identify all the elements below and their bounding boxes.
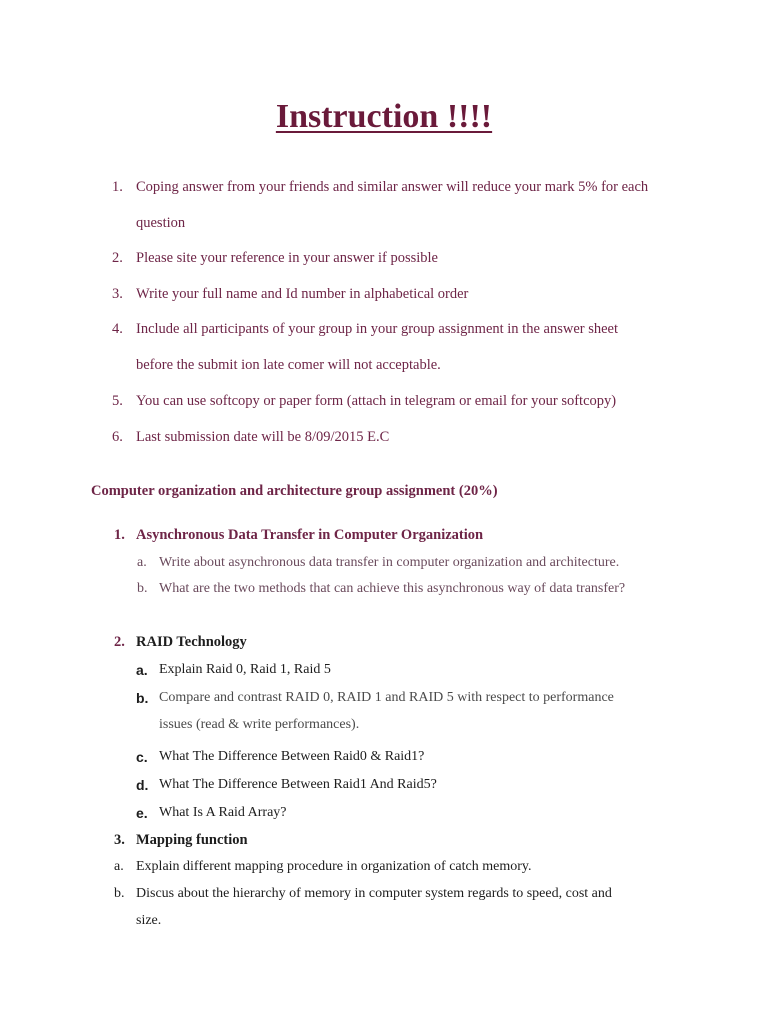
question-title: Mapping function bbox=[136, 832, 248, 848]
item-text: Last submission date will be 8/09/2015 E.C bbox=[136, 429, 390, 445]
item-number: 1. bbox=[112, 179, 123, 195]
item-text: You can use softcopy or paper form (attach in telegram or email for your softcopy) bbox=[136, 393, 617, 409]
question-number: 3. bbox=[114, 832, 125, 848]
subitem-letter: b. bbox=[137, 581, 148, 596]
subitem-text: Discus about the hierarchy of memory in computer system regards to speed, cost and bbox=[136, 886, 612, 901]
subitem-letter: a. bbox=[114, 859, 124, 874]
subitem-letter: d. bbox=[136, 777, 149, 793]
subitem-letter: c. bbox=[136, 749, 148, 765]
item-number: 5. bbox=[112, 393, 123, 409]
item-text: Include all participants of your group in your group assignment in the answer sheet bbox=[136, 321, 619, 337]
subitem-letter: b. bbox=[114, 886, 125, 901]
question-number: 2. bbox=[114, 634, 125, 650]
subitem-text-continued: size. bbox=[136, 913, 162, 928]
question-title: Asynchronous Data Transfer in Computer Organization bbox=[136, 527, 484, 543]
subitem-text: What Is A Raid Array? bbox=[159, 805, 287, 820]
subitem-letter: b. bbox=[136, 690, 149, 706]
page-title: Instruction !!!! bbox=[275, 98, 493, 135]
item-number: 2. bbox=[112, 250, 123, 266]
subitem-text: Write about asynchronous data transfer in computer organization and architecture. bbox=[159, 555, 620, 570]
question-number: 1. bbox=[114, 527, 125, 543]
item-number: 4. bbox=[112, 321, 123, 337]
item-text-continued: before the submit ion late comer will not acceptable. bbox=[136, 357, 441, 373]
subitem-text: What The Difference Between Raid0 & Raid1? bbox=[159, 749, 425, 764]
item-text: Please site your reference in your answer if possible bbox=[136, 250, 438, 266]
subitem-letter: e. bbox=[136, 805, 148, 821]
subitem-text-continued: issues (read & write performances). bbox=[159, 717, 360, 732]
item-text: Write your full name and Id number in alphabetical order bbox=[136, 286, 469, 302]
subitem-text: What are the two methods that can achieve this asynchronous way of data transfer? bbox=[159, 581, 626, 596]
assignment-heading: Computer organization and architecture group assignment (20%) bbox=[91, 483, 498, 499]
item-text: Coping answer from your friends and similar answer will reduce your mark 5% for each bbox=[136, 179, 649, 195]
subitem-letter: a. bbox=[137, 555, 147, 570]
item-number: 3. bbox=[112, 286, 123, 302]
subitem-text: Compare and contrast RAID 0, RAID 1 and RAID 5 with respect to performance bbox=[159, 690, 614, 705]
item-text-continued: question bbox=[136, 215, 186, 231]
item-number: 6. bbox=[112, 429, 123, 445]
subitem-letter: a. bbox=[136, 662, 148, 678]
subitem-text: Explain Raid 0, Raid 1, Raid 5 bbox=[159, 662, 331, 677]
subitem-text: Explain different mapping procedure in organization of catch memory. bbox=[136, 859, 532, 874]
subitem-text: What The Difference Between Raid1 And Raid5? bbox=[159, 777, 437, 792]
question-title: RAID Technology bbox=[136, 634, 247, 650]
